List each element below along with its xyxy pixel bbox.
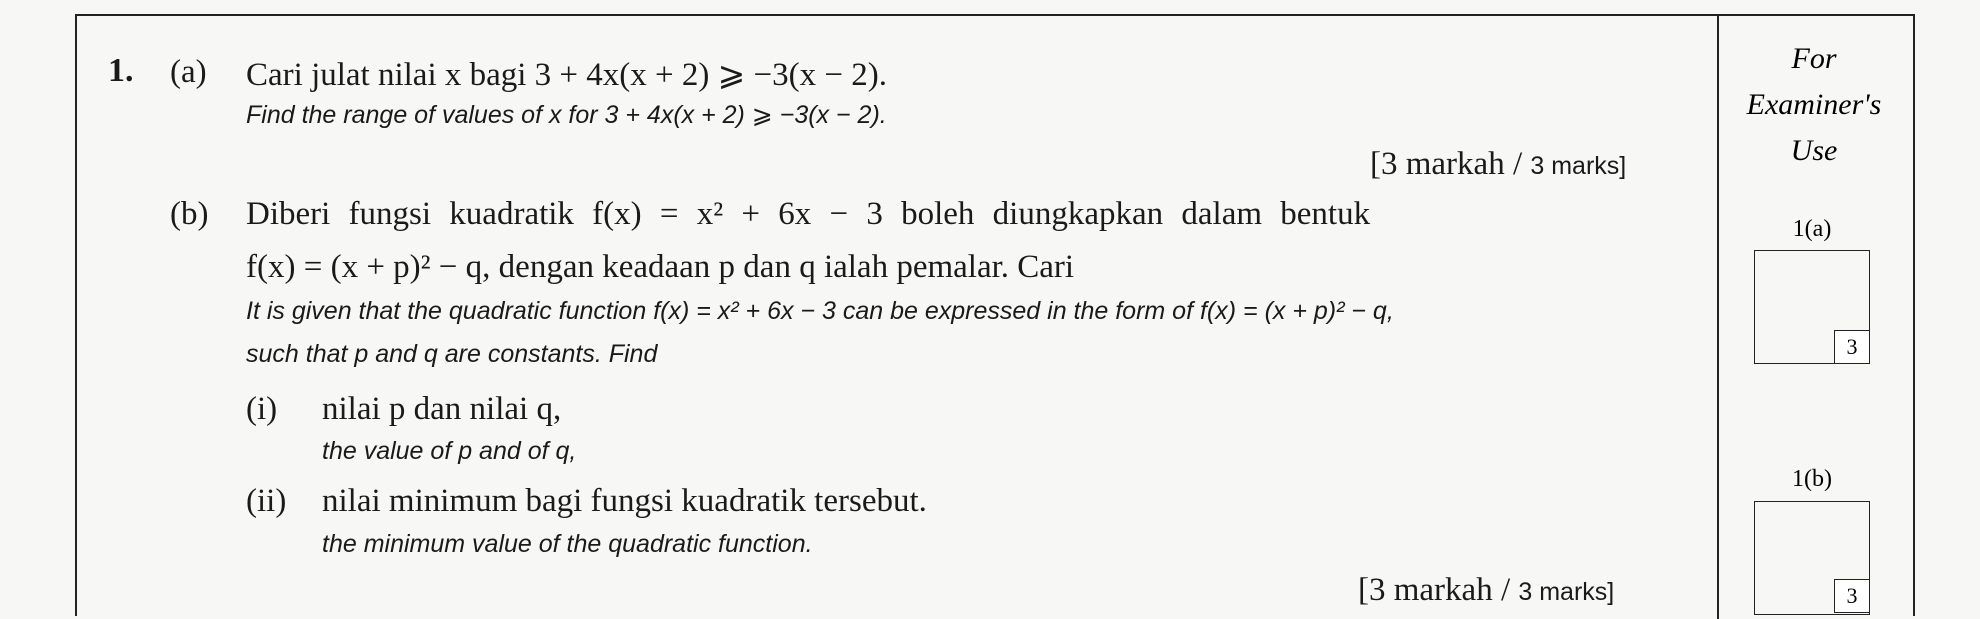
part-b-markah: [3 markah /: [1358, 572, 1511, 608]
sub-ii-malay: nilai minimum bagi fungsi kuadratik tersebut.: [322, 483, 927, 519]
part-a-marks-en: 3 marks]: [1530, 152, 1627, 180]
examiner-heading-for: For: [1791, 42, 1837, 75]
sub-ii-label: (ii): [246, 483, 287, 519]
part-b-label: (b): [170, 196, 209, 232]
part-b-malay-line2: f(x) = (x + p)² − q, dengan keadaan p dan q ialah pemalar. Cari: [246, 249, 1075, 285]
sub-i-malay: nilai p dan nilai q,: [322, 391, 562, 427]
part-a-label: (a): [170, 54, 207, 90]
sub-ii-english: the minimum value of the quadratic function.: [322, 530, 813, 558]
part-b-malay-line1: Diberi fungsi kuadratik f(x) = x² + 6x − 3 boleh diungkapkan dalam bentuk: [246, 196, 1371, 232]
part-b-marks-en: 3 marks]: [1518, 578, 1615, 606]
part-a-malay: Cari julat nilai x bagi 3 + 4x(x + 2) ⩾ −3(x − 2).: [246, 57, 887, 93]
examiner-heading-use: Use: [1790, 134, 1838, 167]
sub-i-english: the value of p and of q,: [322, 437, 577, 465]
part-b-english-line1: It is given that the quadratic function f(x) = x² + 6x − 3 can be expressed in the form of f(x) = (x + p)² − q,: [246, 297, 1394, 325]
max-mark-a: 3: [1834, 330, 1870, 364]
max-mark-b: 3: [1834, 579, 1870, 613]
part-b-marks: [1358, 572, 1614, 609]
sub-i-label: (i): [246, 391, 278, 427]
box-b-label: 1(b): [1792, 466, 1832, 492]
part-a-markah: [3 markah /: [1370, 146, 1523, 182]
part-a-english: Find the range of values of x for 3 + 4x(x + 2) ⩾ −3(x − 2).: [246, 101, 887, 129]
question-number: 1.: [108, 52, 134, 89]
part-b-english-line2: such that p and q are constants. Find: [246, 340, 658, 368]
examiner-heading-examiners: Examiner's: [1746, 88, 1882, 121]
box-a-label: 1(a): [1792, 216, 1832, 242]
part-a-marks: [1370, 146, 1626, 183]
